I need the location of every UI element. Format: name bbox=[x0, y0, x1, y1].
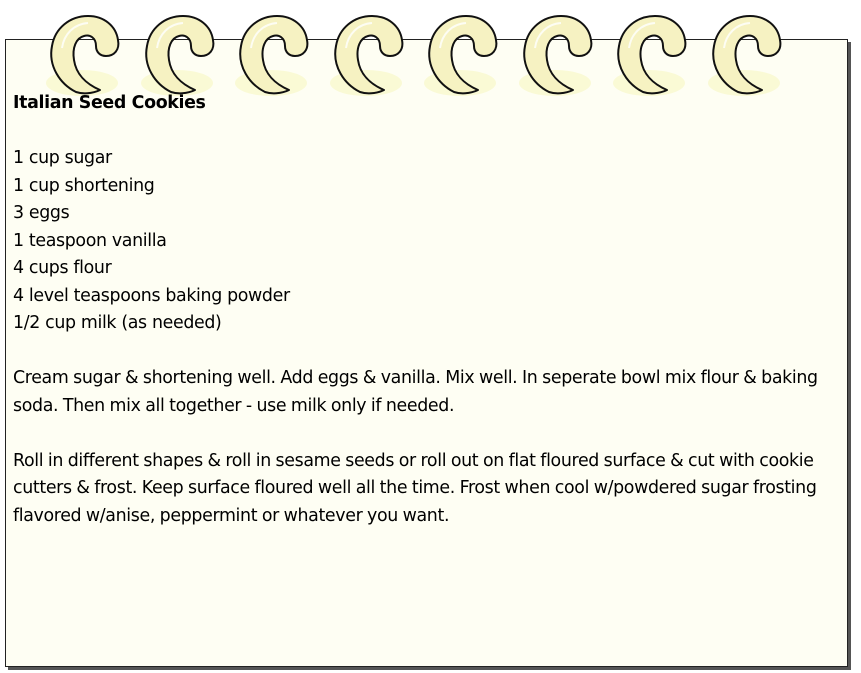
ingredient-item: 4 level teaspoons baking powder bbox=[13, 285, 290, 306]
spacer bbox=[13, 118, 843, 146]
spacer bbox=[13, 338, 843, 366]
ingredient-list bbox=[13, 145, 843, 338]
ring-icon bbox=[46, 16, 118, 96]
spacer bbox=[13, 420, 843, 448]
ingredient-item: 4 cups flour bbox=[13, 258, 112, 278]
instruction-paragraph: Roll in different shapes & roll in sesame seeds or roll out on flat floured surface & cut with cookie cutters & frost. Keep surface floured well all the time. Frost when cool w/powdered sugar frosting flavored w/anise, peppermint or whatever you want. bbox=[13, 450, 817, 526]
ingredient-item: 3 eggs bbox=[13, 203, 70, 223]
ring-icon bbox=[235, 16, 307, 96]
ingredient-item: 1 teaspoon vanilla bbox=[13, 230, 167, 251]
ring-icon bbox=[141, 16, 213, 96]
ingredient-item: 1 cup sugar bbox=[13, 148, 112, 168]
ring-icon bbox=[708, 16, 780, 96]
instruction-paragraph: Cream sugar & shortening well. Add eggs & vanilla. Mix well. In seperate bowl mix flour & baking soda. Then mix all together - use milk only if needed. bbox=[13, 368, 818, 416]
ring-icon bbox=[613, 16, 685, 96]
recipe-content bbox=[13, 90, 843, 530]
recipe-title: Italian Seed Cookies bbox=[13, 93, 206, 113]
ingredient-item: 1/2 cup milk (as needed) bbox=[13, 313, 222, 333]
ring-icon bbox=[519, 16, 591, 96]
ring-icon bbox=[424, 16, 496, 96]
ring-icon bbox=[330, 16, 402, 96]
ingredient-item: 1 cup shortening bbox=[13, 175, 155, 196]
